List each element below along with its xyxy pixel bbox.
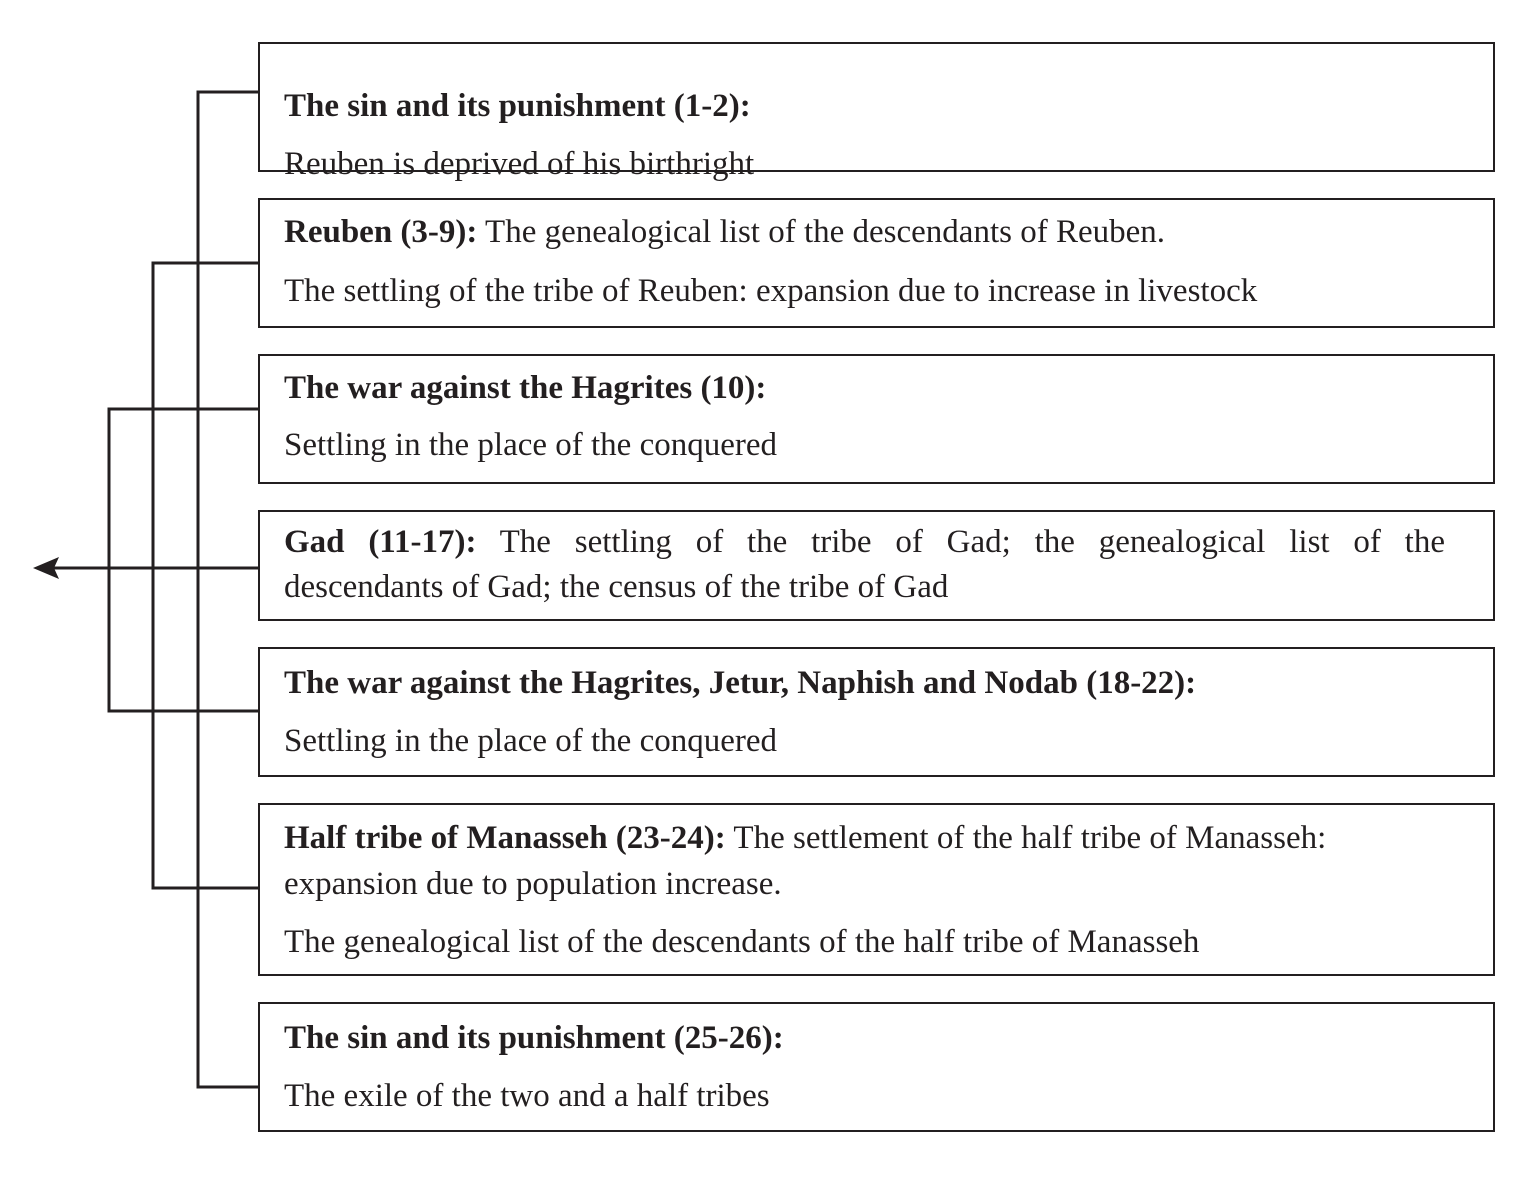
- box-2-first-line: [284, 214, 1445, 251]
- box-6: [258, 803, 1495, 976]
- middle-bracket-line: [153, 263, 258, 888]
- box-6-heading: Half tribe of Manasseh (23-24):: [284, 820, 726, 856]
- box-3-text: Settling in the place of the conquered: [284, 427, 778, 463]
- outer-bracket-line: [198, 92, 258, 1087]
- box-6-first-line: [284, 820, 1445, 857]
- box-4-first-line: [284, 524, 1445, 561]
- box-7: [258, 1002, 1495, 1132]
- box-1-heading: The sin and its punishment (1-2):: [284, 88, 751, 124]
- box-4-heading: Gad (11-17):: [284, 524, 477, 560]
- box-7-heading: The sin and its punishment (25-26):: [284, 1020, 784, 1056]
- box-6-text-1: expansion due to population increase.: [284, 866, 782, 902]
- box-5-heading: The war against the Hagrites, Jetur, Naphish and Nodab (18-22):: [284, 665, 1197, 701]
- box-3: [258, 354, 1495, 484]
- box-4: [258, 510, 1495, 621]
- box-5-text: Settling in the place of the conquered: [284, 723, 778, 759]
- box-3-heading: The war against the Hagrites (10):: [284, 370, 767, 406]
- box-6-heading-rest: The settlement of the half tribe of Manasseh:: [725, 820, 1327, 856]
- box-1-text: Reuben is deprived of his birthright: [284, 146, 755, 182]
- box-1: [258, 42, 1495, 182]
- box-2-heading-rest: The genealogical list of the descendants of Reuben.: [477, 214, 1165, 250]
- box-4-text: descendants of Gad; the census of the tribe of Gad: [284, 569, 949, 605]
- box-2-text: The settling of the tribe of Reuben: expansion due to increase in livestock: [284, 273, 1258, 309]
- box-2: [258, 198, 1495, 328]
- box-5: [258, 647, 1495, 777]
- box-2-heading: Reuben (3-9):: [284, 214, 478, 250]
- inner-bracket-line: [109, 409, 258, 711]
- box-6-text-2: The genealogical list of the descendants of the half tribe of Manasseh: [284, 924, 1200, 960]
- box-4-heading-rest: The settling of the tribe of Gad; the genealogical list of the: [476, 524, 1445, 560]
- box-7-text: The exile of the two and a half tribes: [284, 1078, 770, 1114]
